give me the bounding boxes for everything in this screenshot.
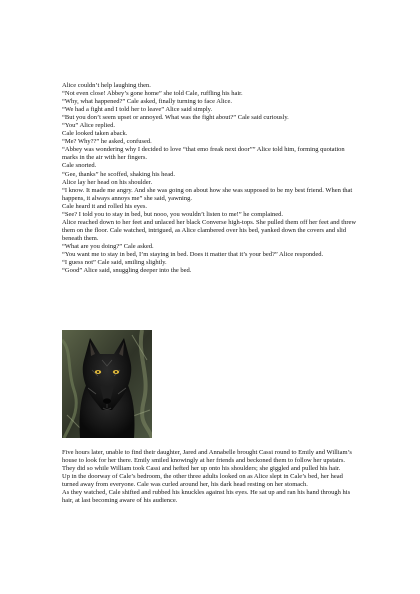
paragraph: Five hours later, unable to find their daughter, Jared and Annabelle brought Cassi round to Emily and William’s house to look for her there. Emily smiled knowingly at her friends and beckoned them to follow her upstairs. They did so while William took Cassi and hefted her up onto his shoulders; she giggled and pulled his hair. <box>62 449 352 473</box>
wolf-illustration <box>62 330 152 438</box>
paragraph: As they watched, Cale shifted and rubbed his knuckles against his eyes. He sat up and ran his hand through his hair, at last becoming aware of his audience. <box>62 489 351 505</box>
paragraph: Alice lay her head on his shoulder. <box>62 178 153 186</box>
paragraph: Cale looked taken aback. <box>62 130 128 138</box>
paragraph: “I guess not” Cale said, smiling slightly. <box>62 259 167 267</box>
paragraph: Up in the doorway of Cale’s bedroom, the other three adults looked on as Alice slept in Cale’s bed, her head turned away from everyone. Cale was curled around her, his dark head resting on her stomach. <box>62 473 343 489</box>
story-text-bottom <box>62 449 358 505</box>
paragraph: “What are you doing?” Cale asked. <box>62 242 154 250</box>
wolf-image <box>62 330 152 438</box>
paragraph: “See? I told you to stay in bed, but nooo, you wouldn’t listen to me!” he complained. <box>62 210 284 218</box>
paragraph: Cale heard it and rolled his eyes. <box>62 202 148 210</box>
paragraph: “Good” Alice said, snuggling deeper into the bed. <box>62 267 192 275</box>
paragraph: “But you don’t seem upset or annoyed. What was the fight about?” Cale said curiously. <box>62 114 289 122</box>
paragraph: Cale snorted. <box>62 162 97 170</box>
paragraph: “Why, what happened?” Cale asked, finally turning to face Alice. <box>62 98 232 106</box>
paragraph: “Gee, thanks” he scoffed, shaking his head. <box>62 170 176 178</box>
paragraph: “Abbey was wondering why I decided to love “that emo freak next door”” Alice told him, forming quotation marks in the air with her fingers. <box>62 146 345 162</box>
paragraph: “I know. It made me angry. And she was going on about how she was supposed to be my best friend. When that happens, it always annoys me” she said, yawning. <box>62 186 353 202</box>
story-text-top <box>62 82 358 275</box>
paragraph: Alice reached down to her feet and unlaced her black Converse high-tops. She pulled them off her feet and threw them on the floor. Cale watched, intrigued, as Alice clambered over his bed, yanked down the covers and slid beneath them. <box>62 218 357 242</box>
paragraph: “Me? Why??” he asked, confused. <box>62 138 152 146</box>
paragraph: Alice couldn’t help laughing then. <box>62 82 151 89</box>
paragraph: “Not even close! Abbey’s gone home” she told Cale, ruffling his hair. <box>62 90 243 98</box>
paragraph: “We had a fight and I told her to leave” Alice said simply. <box>62 106 213 114</box>
paragraph: “You” Alice replied. <box>62 122 115 130</box>
paragraph: “You want me to stay in bed, I’m staying in bed. Does it matter that it’s your bed?” Alice responded. <box>62 250 324 258</box>
